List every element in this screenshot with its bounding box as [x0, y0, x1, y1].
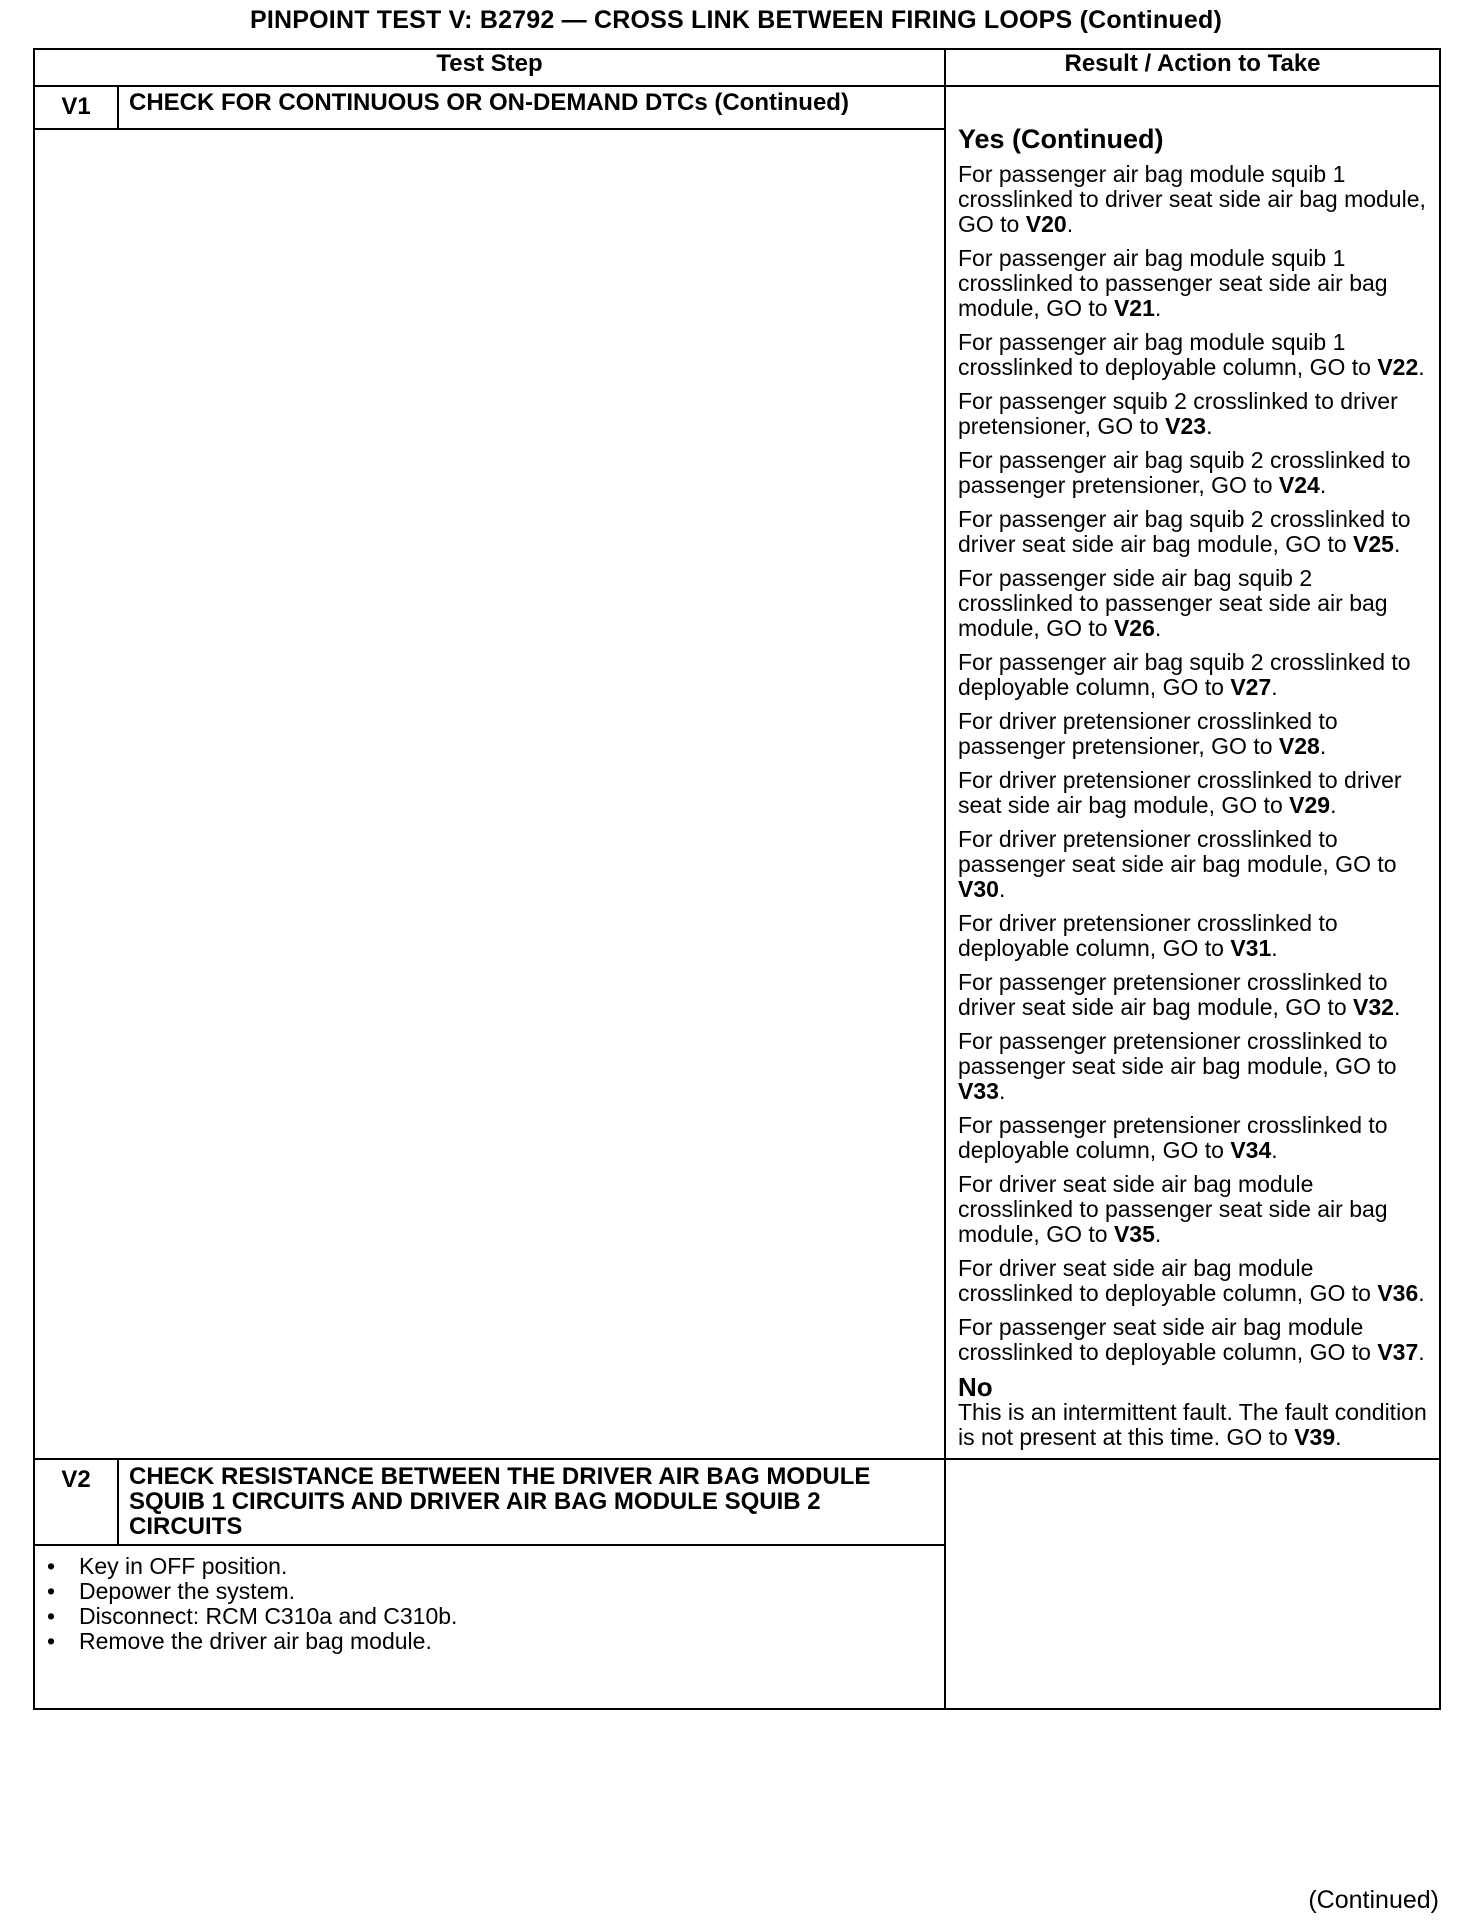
result-target-link[interactable]: V26	[1113, 615, 1155, 641]
result-text: For driver pretensioner crosslinked to driver seat side air bag module, GO to	[958, 767, 1402, 818]
result-end: .	[1418, 1280, 1425, 1306]
v2-step-name: CHECK RESISTANCE BETWEEN THE DRIVER AIR BAG MODULE SQUIB 1 CIRCUITS AND DRIVER AIR BAG MODULE SQUIB 2 CIRCUITS	[118, 1459, 945, 1545]
result-end: .	[1319, 472, 1327, 498]
table-header-row	[34, 49, 1440, 86]
v1-step-body	[34, 129, 945, 1459]
result-item	[958, 1029, 1429, 1104]
list-item: • Key in OFF position.	[35, 1554, 944, 1579]
result-item	[958, 1256, 1429, 1306]
result-target-link[interactable]: V34	[1230, 1137, 1272, 1163]
result-item	[958, 389, 1429, 439]
result-item	[958, 448, 1429, 498]
result-item	[958, 162, 1429, 237]
v1-step-name: CHECK FOR CONTINUOUS OR ON-DEMAND DTCs (Continued)	[118, 86, 945, 129]
list-item: • Remove the driver air bag module.	[35, 1629, 944, 1654]
result-item	[958, 1113, 1429, 1163]
v1-header-row	[34, 86, 1440, 129]
result-text: For passenger pretensioner crosslinked to passenger seat side air bag module, GO to	[958, 1028, 1397, 1079]
v1-result-cell	[945, 86, 1440, 1459]
result-text: For passenger pretensioner crosslinked to driver seat side air bag module, GO to	[958, 969, 1388, 1020]
result-text: For driver seat side air bag module crosslinked to deployable column, GO to	[958, 1255, 1378, 1306]
result-text: For driver pretensioner crosslinked to passenger pretensioner, GO to	[958, 708, 1338, 759]
result-end: .	[1418, 354, 1425, 380]
test-step-column-header: Test Step	[34, 49, 945, 86]
result-end: .	[1330, 792, 1337, 818]
result-item	[958, 246, 1429, 321]
result-end: .	[1206, 413, 1213, 439]
result-end: .	[1271, 1137, 1278, 1163]
result-column-header: Result / Action to Take	[945, 49, 1440, 86]
v2-result-cell	[945, 1459, 1440, 1709]
result-item	[958, 650, 1429, 700]
result-target-link[interactable]: V35	[1113, 1221, 1155, 1247]
list-item: • Disconnect: RCM C310a and C310b.	[35, 1604, 944, 1629]
result-text: For passenger seat side air bag module crosslinked to deployable column, GO to	[958, 1314, 1378, 1365]
result-target-link[interactable]: V36	[1377, 1280, 1419, 1306]
result-item	[958, 911, 1429, 961]
result-target-link[interactable]: V27	[1230, 674, 1272, 700]
pinpoint-test-table	[33, 48, 1441, 1710]
result-target-link[interactable]: V25	[1353, 531, 1394, 557]
result-item	[958, 1315, 1429, 1365]
result-end: .	[1154, 1221, 1162, 1247]
result-text: For passenger air bag squib 2 crosslinked to passenger pretensioner, GO to	[958, 447, 1411, 498]
result-end: .	[1393, 531, 1401, 557]
result-target-link[interactable]: V20	[1025, 211, 1067, 237]
result-target-link[interactable]: V21	[1113, 295, 1155, 321]
result-text: For driver pretensioner crosslinked to deployable column, GO to	[958, 910, 1338, 961]
result-item	[958, 566, 1429, 641]
v2-step-body	[34, 1545, 945, 1709]
result-text: For passenger air bag module squib 1 crosslinked to driver seat side air bag module, GO to	[958, 161, 1426, 237]
result-end: .	[998, 876, 1006, 902]
result-text: For passenger pretensioner crosslinked to deployable column, GO to	[958, 1112, 1388, 1163]
v1-no-heading: No	[958, 1372, 993, 1402]
result-target-link[interactable]: V32	[1353, 994, 1394, 1020]
v1-no-text: This is an intermittent fault. The fault condition is not present at this time. GO to	[958, 1399, 1427, 1450]
v2-header-row	[34, 1459, 1440, 1545]
result-target-link[interactable]: V22	[1377, 354, 1419, 380]
page-title: PINPOINT TEST V: B2792 — CROSS LINK BETWEEN FIRING LOOPS (Continued)	[250, 6, 1222, 34]
result-text: For driver seat side air bag module crosslinked to passenger seat side air bag module, GO to	[958, 1171, 1388, 1247]
result-target-link[interactable]: V24	[1278, 472, 1320, 498]
result-end: .	[1393, 994, 1401, 1020]
result-target-link[interactable]: V31	[1230, 935, 1272, 961]
v1-no-end: .	[1335, 1424, 1342, 1450]
v1-no-target-link[interactable]: V39	[1294, 1424, 1336, 1450]
v1-yes-results-list	[958, 162, 1429, 1365]
result-end: .	[1066, 211, 1074, 237]
result-item	[958, 1172, 1429, 1247]
v1-step-id: V1	[34, 86, 118, 129]
result-target-link[interactable]: V28	[1278, 733, 1320, 759]
result-item	[958, 827, 1429, 902]
result-target-link[interactable]: V29	[1289, 792, 1331, 818]
result-end: .	[1154, 295, 1162, 321]
result-text: For passenger side air bag squib 2 crosslinked to passenger seat side air bag module, GO to	[958, 565, 1388, 641]
result-end: .	[1154, 615, 1162, 641]
result-item	[958, 507, 1429, 557]
result-item	[958, 330, 1429, 380]
result-item	[958, 970, 1429, 1020]
v2-step-id: V2	[34, 1459, 118, 1545]
continued-footer: (Continued)	[1308, 1886, 1439, 1914]
result-item	[958, 768, 1429, 818]
result-text: For driver pretensioner crosslinked to passenger seat side air bag module, GO to	[958, 826, 1397, 877]
result-end: .	[998, 1078, 1006, 1104]
result-end: .	[1271, 935, 1278, 961]
result-text: For passenger air bag squib 2 crosslinked to deployable column, GO to	[958, 649, 1411, 700]
result-end: .	[1319, 733, 1327, 759]
result-text: For passenger air bag module squib 1 crosslinked to deployable column, GO to	[958, 329, 1378, 380]
result-end: .	[1271, 674, 1278, 700]
result-target-link[interactable]: V37	[1377, 1339, 1419, 1365]
v2-step-list	[35, 1546, 944, 1654]
result-text: For passenger squib 2 crosslinked to driver pretensioner, GO to	[958, 388, 1398, 439]
result-target-link[interactable]: V23	[1165, 413, 1207, 439]
result-text: For passenger air bag module squib 1 crosslinked to passenger seat side air bag module, GO to	[958, 245, 1388, 321]
result-target-link[interactable]: V33	[958, 1078, 999, 1104]
result-end: .	[1418, 1339, 1425, 1365]
result-item	[958, 709, 1429, 759]
result-target-link[interactable]: V30	[958, 876, 999, 902]
result-text: For passenger air bag squib 2 crosslinked to driver seat side air bag module, GO to	[958, 506, 1411, 557]
list-item: • Depower the system.	[35, 1579, 944, 1604]
v1-yes-heading: Yes (Continued)	[958, 124, 1164, 154]
v1-no-result	[958, 1400, 1429, 1450]
